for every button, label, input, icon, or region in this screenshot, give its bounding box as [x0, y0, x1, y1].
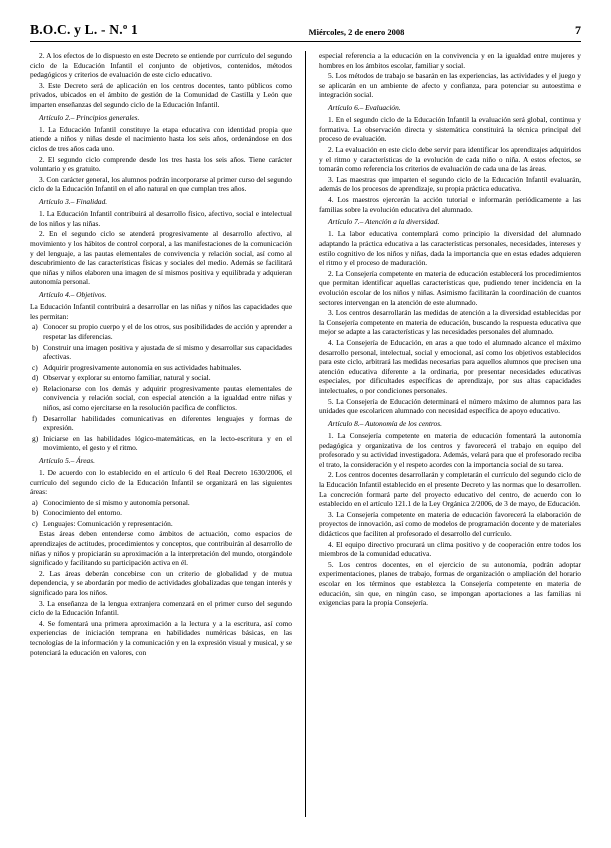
article-heading-text: Artículo 5.– Áreas.	[39, 456, 95, 466]
two-column-body	[30, 51, 581, 817]
publication-date: Miércoles, 2 de enero 2008	[308, 27, 405, 37]
paragraph-text: Construir una imagen positiva y ajustada de sí mismo y desarrollar sus capacidades afectivas.	[43, 342, 292, 362]
paragraph-text: 3. Con carácter general, los alumnos podrán incorporarse al primer curso del segundo ciclo de la Educación Infantil en el año natural en que cumplan tres años.	[30, 174, 292, 194]
paragraph-text: Conocimiento de sí mismo y autonomía personal.	[43, 497, 190, 507]
list-item-marker: a)	[32, 322, 38, 332]
article-heading-text: Artículo 8.– Autonomía de los centros.	[328, 418, 442, 428]
paragraph-text: 5. Los centros docentes, en el ejercicio de su autonomía, podrán adoptar experimentaciones, planes de trabajo, formas de organización o ampliación del horario escolar en los términos que establezca la Consejería competente en materia de educación, sin que, en ningún caso, se impongan aportaciones a las familias ni exigencias para la propia Consejería.	[319, 559, 581, 608]
paragraph	[30, 599, 292, 618]
paragraph-text: Adquirir progresivamente autonomía en sus actividades habituales.	[43, 362, 242, 372]
paragraph	[319, 431, 581, 470]
paragraph-text: Conocer su propio cuerpo y el de los otros, sus posibilidades de acción y aprender a respetar las diferencias.	[43, 322, 292, 342]
paragraph-text: Observar y explorar su entorno familiar, natural y social.	[43, 373, 211, 383]
list-item-marker: d)	[32, 373, 39, 383]
paragraph-text: 3. La enseñanza de la lengua extranjera comenzará en el primer curso del segundo ciclo de la Educación Infantil.	[30, 598, 292, 618]
list-item	[30, 519, 292, 529]
paragraph-text: 4. El equipo directivo procurará un clima positivo y de cooperación entre todos los miembros de la comunidad educativa.	[319, 539, 581, 559]
list-item	[30, 434, 292, 453]
paragraph	[30, 529, 292, 568]
paragraph-text: especial referencia a la educación en la convivencia y en la igualdad entre mujeres y hombres en los ámbitos escolar, familiar y social.	[319, 51, 581, 70]
paragraph-text: 2. El segundo ciclo comprende desde los tres hasta los seis años. Tiene carácter voluntario y es gratuito.	[30, 154, 292, 174]
paragraph	[319, 338, 581, 396]
paragraph-text: La Educación Infantil contribuirá a desarrollar en las niñas y niños las capacidades que les permitan:	[30, 302, 292, 321]
header-divider	[30, 41, 581, 42]
article-heading	[30, 456, 292, 466]
article-heading	[319, 419, 581, 429]
paragraph-text: 2. En el segundo ciclo se atenderá progresivamente al desarrollo afectivo, al movimiento y los hábitos de control corporal, a las manifestaciones de la comunicación y del lenguaje, a las pautas elementales de convivencia y relación social, así como al descubrimiento de las características físicas y sociales del medio. Además se facilitará que niñas y niños elaboren una imagen de sí mismos positiva y equilibrada y adquieran autonomía personal.	[30, 229, 292, 287]
paragraph	[30, 51, 292, 80]
paragraph-text: 1. La Educación Infantil constituye la etapa educativa con identidad propia que atiende a niños y niñas desde el nacimiento hasta los seis años, ordenándose en dos ciclos de tres años cada uno.	[30, 124, 292, 154]
page-masthead	[30, 22, 581, 38]
article-heading	[319, 217, 581, 227]
paragraph	[319, 175, 581, 194]
list-item	[30, 384, 292, 413]
paragraph	[30, 468, 292, 497]
paragraph	[319, 269, 581, 308]
paragraph-text: 3. Las maestras que imparten el segundo ciclo de la Educación Infantil evaluarán, además de los procesos de aprendizaje, su propia práctica educativa.	[319, 174, 581, 194]
article-heading-text: Artículo 7.– Atención a la diversidad.	[328, 217, 440, 227]
article-heading	[30, 290, 292, 300]
paragraph	[319, 71, 581, 100]
paragraph-text: 2. Las áreas deberán concebirse con un criterio de globalidad y de mutua dependencia, y se abordarán por medio de actividades globalizadas que tengan interés y significado para los niños.	[30, 568, 292, 598]
paragraph	[319, 51, 581, 70]
paragraph-text: 5. La Consejería de Educación determinará el número máximo de alumnos para las unidades que escolaricen alumnado con necesidad específica de apoyo educativo.	[319, 396, 581, 416]
paragraph	[30, 229, 292, 287]
paragraph-text: Desarrollar habilidades comunicativas en diferentes lenguajes y formas de expresión.	[43, 413, 292, 433]
article-heading-text: Artículo 2.– Principios generales.	[39, 112, 140, 122]
article-heading-text: Artículo 3.– Finalidad.	[39, 197, 108, 207]
paragraph	[319, 195, 581, 214]
paragraph-text: Relacionarse con los demás y adquirir progresivamente pautas elementales de convivencia y relación social, con especial atención a la igualdad entre niñas y niños, así como ejercitarse en la resolución pacífica de conflictos.	[43, 383, 292, 412]
paragraph-text: 3. Este Decreto será de aplicación en los centros docentes, tanto públicos como privados, ubicados en el ámbito de gestión de la Comunidad de Castilla y León que imparten enseñanzas del segundo ciclo de la Educación Infantil.	[30, 80, 292, 110]
paragraph	[30, 175, 292, 194]
paragraph-text: 4. Los maestros ejercerán la acción tutorial e informarán periódicamente a las familias sobre la evolución educativa del alumnado.	[319, 194, 581, 214]
paragraph	[30, 81, 292, 110]
paragraph-text: 2. La Consejería competente en materia de educación establecerá los procedimientos que permitan identificar aquellas características que, pudiendo tener incidencia en la evolución escolar de los niños y niñas. Asimismo facilitarán la coordinación de cuantos sectores intervengan en la atención de este alumnado.	[319, 268, 581, 307]
paragraph-text: 1. La Educación Infantil contribuirá al desarrollo físico, afectivo, social e intelectual de los niños y las niñas.	[30, 209, 292, 228]
paragraph	[30, 209, 292, 228]
paragraph-text: 1. En el segundo ciclo de la Educación Infantil la evaluación será global, continua y formativa. La observación directa y sistemática constituirá la técnica principal del proceso de evaluación.	[319, 115, 581, 144]
paragraph	[30, 619, 292, 658]
list-item-marker: g)	[32, 433, 39, 443]
list-item-marker: c)	[32, 518, 38, 528]
paragraph	[319, 470, 581, 509]
paragraph-text: 5. Los métodos de trabajo se basarán en las experiencias, las actividades y el juego y se aplicarán en un ambiente de afecto y confianza, para potenciar su autoestima e integración social.	[319, 71, 581, 100]
paragraph	[319, 510, 581, 539]
list-item	[30, 508, 292, 518]
paragraph	[30, 125, 292, 154]
article-heading	[319, 103, 581, 113]
paragraph-text: 4. Se fomentará una primera aproximación a la lectura y a la escritura, así como experiencias de iniciación temprana en habilidades numéricas básicas, en las tecnologías de la información y la comunicación y en la expresión visual y musical, y se potenciará la educación en valores, con	[30, 618, 292, 657]
article-heading	[30, 197, 292, 207]
paragraph-text: Estas áreas deben entenderse como ámbitos de actuación, como espacios de aprendizajes de actitudes, procedimientos y conceptos, que contribuirán al desarrollo de niñas y niños y propiciarán su aproximación a la interpretación del mundo, otorgándole significado y facilitando su participación activa en él.	[30, 529, 292, 568]
page-number: 7	[575, 23, 581, 37]
paragraph	[319, 308, 581, 337]
paragraph-text: 2. Los centros docentes desarrollarán y completarán el currículo del segundo ciclo de la Educación Infantil establecido en el presente Decreto y las normas que lo desarrollen. La concreción formará parte del proyecto educativo del centro, de acuerdo con lo establecido en el artículo 121.1 de la Ley Orgánica 2/2006, de 3 de mayo, de Educación.	[319, 470, 581, 509]
list-item	[30, 373, 292, 383]
paragraph	[319, 397, 581, 416]
list-item-marker: c)	[32, 362, 38, 372]
list-item	[30, 343, 292, 362]
paragraph	[319, 540, 581, 559]
paragraph-text: 3. Los centros desarrollarán las medidas de atención a la diversidad establecidas por la Consejería competente en materia de educación, buscando la respuesta educativa que mejor se adapte a las características y las necesidades personales del alumnado.	[319, 308, 581, 337]
article-heading	[30, 113, 292, 123]
paragraph	[319, 229, 581, 268]
article-heading-text: Artículo 4.– Objetivos.	[39, 290, 107, 300]
paragraph-text: 3. La Consejería competente en materia de educación favorecerá la elaboración de proyectos de innovación, así como de modelos de programación docente y de materiales didácticos que faciliten al profesorado el desarrollo del currículo.	[319, 509, 581, 539]
paragraph	[30, 302, 292, 321]
list-item-marker: e)	[32, 383, 38, 393]
column-right	[306, 51, 581, 817]
list-item-marker: b)	[32, 508, 39, 518]
paragraph	[30, 569, 292, 598]
paragraph-text: Iniciarse en las habilidades lógico-matemáticas, en la lecto-escritura y en el movimiento, el gesto y el ritmo.	[43, 433, 292, 453]
paragraph-text: 4. La Consejería de Educación, en aras a que todo el alumnado alcance el máximo desarrollo personal, intelectual, social y emocional, así como los objetivos establecidos para este ciclo, arbitrará las medidas necesarias para aquellos alumnos que precisen una atención educativa diferente a la ordinaria, por presentar necesidades educativas especiales, por dificultades específicas de aprendizaje, por sus altas capacidades intelectuales, o por condiciones personales.	[319, 337, 581, 396]
paragraph-text: 1. La labor educativa contemplará como principio la diversidad del alumnado adaptando la práctica educativa a las características personales, necesidades, intereses y estilo cognitivo de los niños y niñas, dada la importancia que en estas edades adquieren el ritmo y el proceso de maduración.	[319, 229, 581, 268]
paragraph-text: 2. A los efectos de lo dispuesto en este Decreto se entiende por currículo del segundo ciclo de la Educación Infantil el conjunto de objetivos, contenidos, métodos pedagógicos y criterios de evaluación de este ciclo educativo.	[30, 51, 292, 80]
paragraph	[319, 560, 581, 608]
paragraph	[319, 145, 581, 174]
list-item-marker: b)	[32, 342, 39, 352]
publication-title: B.O.C. y L. - N.º 1	[30, 22, 139, 37]
paragraph-text: Conocimiento del entorno.	[43, 508, 123, 518]
list-item-marker: f)	[32, 413, 37, 423]
paragraph-text: 1. De acuerdo con lo establecido en el artículo 6 del Real Decreto 1630/2006, el currículo del segundo ciclo de la Educación Infantil se organizará en las siguientes áreas:	[30, 468, 292, 497]
list-item	[30, 322, 292, 341]
column-left	[30, 51, 306, 817]
paragraph-text: 2. La evaluación en este ciclo debe servir para identificar los aprendizajes adquiridos y el ritmo y características de la evolución de cada niño o niña. A estos efectos, se tomarán como referencia los criterios de evaluación de cada una de las áreas.	[319, 144, 581, 174]
list-item	[30, 363, 292, 373]
article-heading-text: Artículo 6.– Evaluación.	[328, 103, 401, 113]
list-item	[30, 414, 292, 433]
list-item	[30, 498, 292, 508]
paragraph	[30, 155, 292, 174]
paragraph	[319, 115, 581, 144]
paragraph-text: 1. La Consejería competente en materia de educación fomentará la autonomía pedagógica y organizativa de los centros y favorecerá el trabajo en equipo del profesorado y su actividad investigadora. Además, velará para que el profesorado reciba el trato, la consideración y el respeto acordes con la importancia social de su tarea.	[319, 430, 581, 469]
list-item-marker: a)	[32, 497, 38, 507]
paragraph-text: Lenguajes: Comunicación y representación.	[43, 518, 173, 528]
